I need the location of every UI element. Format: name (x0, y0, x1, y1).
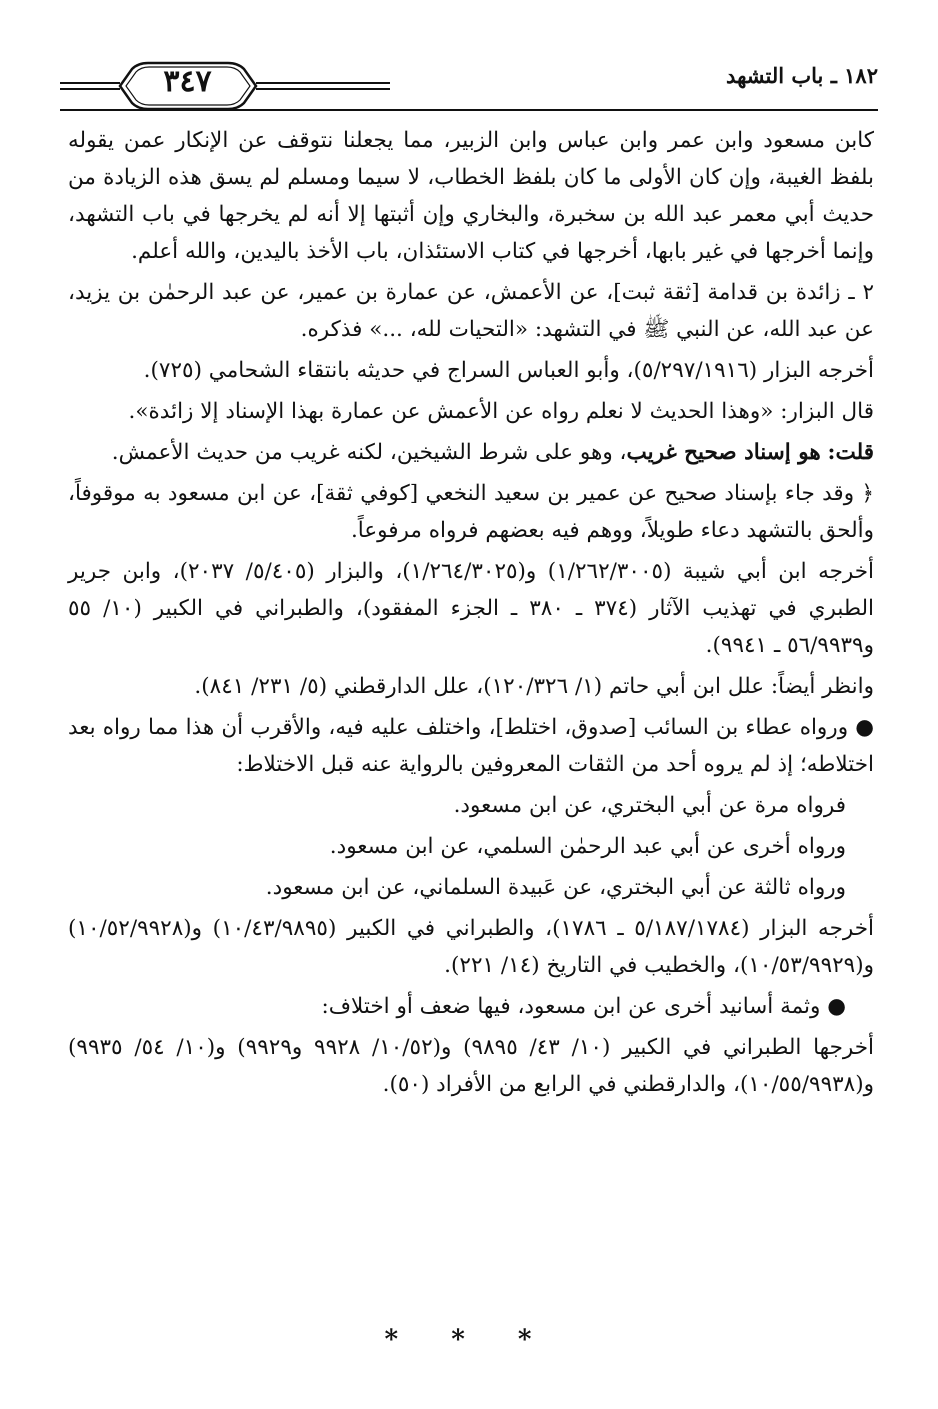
paragraph (68, 1029, 874, 1103)
section-title: ١٨٢ ـ باب التشهد (726, 63, 878, 88)
paragraph (68, 122, 874, 270)
paragraph (68, 352, 874, 389)
paragraph-text: ﴿ وقد جاء بإسناد صحيح عن عمير بن سعيد النخعي [كوفي ثقة]، عن ابن مسعود به موقوفاً، وألحق بالتشهد دعاء طويلاً، ووهم فيه بعضهم فرواه مرفوعاً. (68, 481, 874, 543)
hadith-entry (68, 274, 874, 348)
paragraph (68, 709, 874, 783)
paragraph-text: أخرجه البزار (٥/٢٩٧/١٩١٦)، وأبو العباس السراج في حديثه بانتقاء الشحامي (٧٢٥). (143, 358, 874, 383)
paragraph-text: فرواه مرة عن أبي البختري، عن ابن مسعود. (453, 793, 846, 818)
page-number: ٣٤٧ (163, 64, 212, 99)
paragraph-text: قال البزار: «وهذا الحديث لا نعلم رواه عن الأعمش عن عمارة بهذا الإسناد إلا زائدة». (128, 399, 874, 424)
header-rule (60, 109, 878, 111)
paragraph (68, 434, 874, 471)
paragraph-text: أخرجه البزار (٥/١٨٧/١٧٨٤ ـ ١٧٨٦)، والطبراني في الكبير (١٠/٤٣/٩٨٩٥) و(١٠/٥٢/٩٩٢٨) و(١٠/٥٣/٩٩٢٩)، والخطيب في التاريخ (١٤/ ٢٢١). (68, 916, 874, 978)
paragraph-text: أخرجه ابن أبي شيبة (١/٢٦٢/٣٠٠٥) و(١/٢٦٤/٣٠٢٥)، والبزار (٥/٤٠٥/ ٢٠٣٧)، وابن جرير الطبري في تهذيب الآثار (٣٧٤ ـ ٣٨٠ ـ الجزء المفقود)، والطبراني في الكبير (١٠/ ٥٥ و٥٦/٩٩٣٩ ـ ٩٩٤١). (68, 559, 875, 658)
paragraph-text: كابن مسعود وابن عمر وابن عباس وابن الزبير، مما يجعلنا نتوقف عن الإنكار عمن يقوله بلفظ الغيبة، وإن كان الأولى ما كان بلفظ الخطاب، لا سيما ومسلم لم يسق هذه الزيادة من حديث أبي معمر عبد الله بن سخبرة، والبخاري وإن أثبتها إلا أنه لم يخرجها في باب التشهد، وإنما أخرجها في غير بابها، أخرجها في كتاب الاستئذان، باب الأخذ باليدين، والله أعلم. (68, 128, 874, 264)
paragraph-text: ● ورواه عطاء بن السائب [صدوق، اختلط]، واختلف عليه فيه، والأقرب أن هذا مما رواه بعد اختلاطه؛ إذ لم يروه أحد من الثقات المعروفين بالرواية عنه قبل الاختلاط: (68, 715, 874, 777)
paragraph (68, 828, 874, 865)
paragraph (68, 988, 874, 1025)
paragraph-text: ورواه ثالثة عن أبي البختري، عن عَبيدة السلماني، عن ابن مسعود. (265, 875, 846, 900)
section-separator: * * * (384, 1325, 554, 1355)
paragraph (68, 869, 874, 906)
paragraph (68, 668, 874, 705)
paragraph (68, 553, 874, 664)
paragraph (68, 910, 874, 984)
paragraph-lead: قلت: (827, 440, 874, 465)
paragraph-text: ورواه أخرى عن أبي عبد الرحمٰن السلمي، عن ابن مسعود. (329, 834, 846, 859)
paragraph-text: ● وثمة أسانيد أخرى عن ابن مسعود، فيها ضعف أو اختلاف: (321, 994, 846, 1019)
page-body (68, 122, 874, 1327)
paragraph (68, 787, 874, 824)
paragraph-text: وانظر أيضاً: علل ابن أبي حاتم (١/ ١٢٠/٣٢٦)، علل الدارقطني (٥/ ٢٣١/ ٨٤١). (194, 674, 874, 699)
paragraph (68, 393, 874, 430)
paragraph-bold: هو إسناد صحيح غريب (626, 440, 821, 465)
paragraph-text: ٢ ـ زائدة بن قدامة [ثقة ثبت]، عن الأعمش، عن عمارة بن عمير، عن عبد الرحمٰن بن يزيد، عن عبد الله، عن النبي ﷺ في التشهد: «التحيات لله، ...» فذكره. (68, 280, 874, 342)
page-header (60, 55, 878, 110)
paragraph (68, 475, 874, 549)
paragraph-text: أخرجها الطبراني في الكبير (١٠/ ٤٣/ ٩٨٩٥) و(١٠/٥٢/ ٩٩٢٨ و٩٩٢٩) و(١٠/ ٥٤/ ٩٩٣٥) و(١٠/٥٥/٩٩٣٨)، والدارقطني في الرابع من الأفراد (٥٠). (68, 1035, 874, 1097)
paragraph-text: ، وهو على شرط الشيخين، لكنه غريب من حديث الأعمش. (111, 440, 627, 465)
